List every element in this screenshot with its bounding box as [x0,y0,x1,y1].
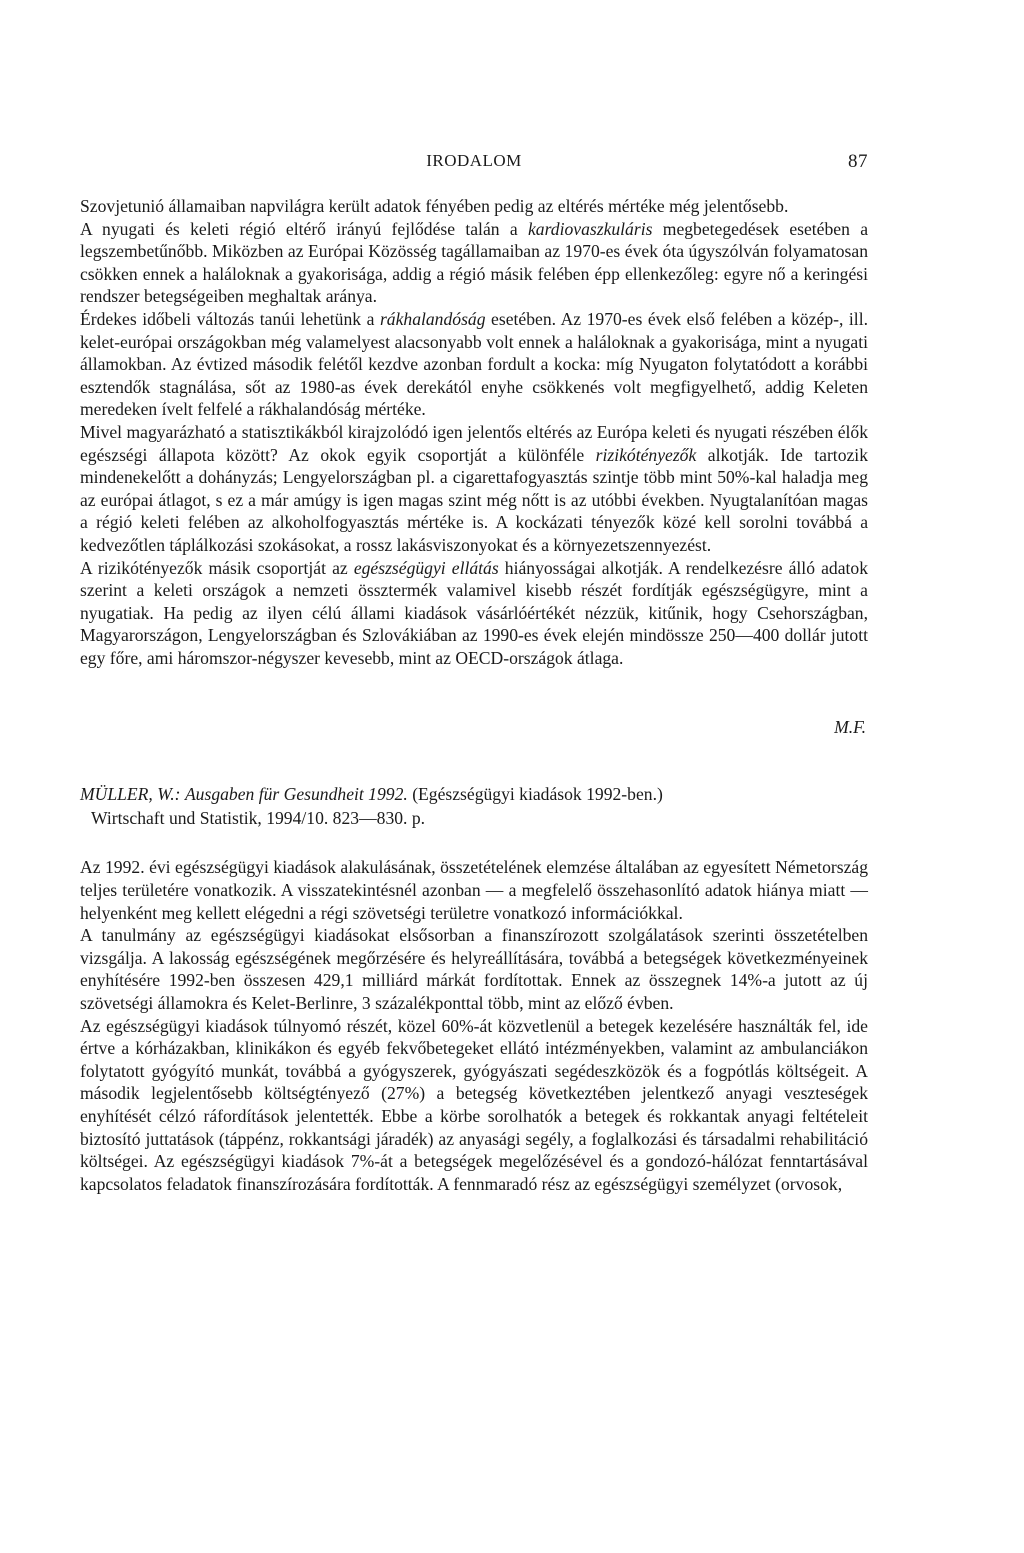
citation-title: Ausgaben für Gesundheit 1992. [184,784,408,805]
paragraph [80,308,868,421]
italic-term: rizikótényezők [595,444,697,465]
text-run: hiányosságai alkotják. A rendelkezésre álló adatok szerint a keleti országok a nemzeti össztermék valamivel kisebb részét fordítják egészségügyre, mint a nyugatiak. Ha pedig az ilyen célú állami kiadások vásárlóértékét nézzük, kitűnik, hogy Csehországban, Magyarországon, Lengyelországban és Szlovákiában az 1990-es évek elején mindössze 250—400 dollár jutott egy főre, ami háromszor-négyszer kevesebb, mint az OECD-országok átlaga. [80,557,868,668]
text-run: Érdekes időbeli változás tanúi lehetünk a [80,308,380,329]
running-head [80,145,868,175]
bibliographic-citation [80,782,868,830]
text-run: Szovjetunió államaiban napvilágra került adatok fényében pedig az eltérés mértéke még jelentősebb. [80,196,789,216]
page-number: 87 [848,151,868,172]
text-run: Mivel magyarázható a statisztikákból kirajzolódó igen jelentős eltérés az Európa keleti és nyugati részében élők egészségi állapota között? Az okok egyik csoportját a különféle [80,421,868,465]
paragraph [80,557,868,670]
paragraph [80,856,868,924]
text-run: Az 1992. évi egészségügyi kiadások alakulásának, összetételének elemzése általában az egyesített Németország teljes területére vonatkozik. A visszatekintésnél azonban — a megfelelő összehasonlító adatok hiánya miatt — helyenként meg kellett elégedni a régi szövetségi területre vonatkozó információkkal. [80,857,868,923]
section1-body [80,195,868,669]
author-signature: M.F. [834,717,866,738]
text-run: A rizikótényezők másik csoportját az [80,557,354,578]
text-run: megbetegedések esetében a legszembetűnőbb. Miközben az Európai Közösség tagállamaiban az 1970-es évek óta úgyszólván folyamatosan csökken ennek a haláloknak a gyakorisága, addig a régió másik felében épp ellenkezőleg: egyre nő a keringési rendszer betegségeiben meghaltak aránya. [80,218,869,307]
italic-term: rákhalandóság [379,308,486,329]
paragraph [80,195,868,218]
paragraph [80,218,868,308]
italic-term: egészségügyi ellátás [353,557,499,578]
citation-author: MÜLLER, W.: [80,784,181,805]
citation-source: Wirtschaft und Statistik, 1994/10. 823—830. p. [91,808,426,829]
text-run: Az egészségügyi kiadások túlnyomó részét, közel 60%-át közvetlenül a betegek kezelésére használták fel, ide értve a kórházakban, klinikákon és egyéb fekvőbetegeket ellátó intézményekben, valamint az ambulanciákon folytatott gyógyító munkát, továbbá a gyógyszerek, gyógyászati segédeszközök és a fogpótlás költségeit. A második legjelentősebb költségtényező (27%) a betegség következtében jelentkező anyagi veszteségek enyhítését célzó ráfordítások jelentették. Ebbe a körbe sorolhatók a betegek és rokkantak anyagi feltételeit biztosító juttatások (táppénz, rokkantsági járadék) az anyasági segély, a foglalkozási és társadalmi rehabilitáció költségei. Az egészségügyi kiadások 7%-át a betegségek megelőzésével és a gondozó-hálózat fenntartásával kapcsolatos feladatok finanszírozására fordították. A fennmaradó rész az egészségügyi személyzet (orvosok, [80,1015,868,1194]
text-run: esetében. Az 1970-es évek első felében a közép-, ill. kelet-európai országokban még valamelyest alacsonyabb volt ennek a haláloknak a gyakorisága, mint a nyugati államokban. Az évtized második felétől kezdve azonban fordult a kocka: míg Nyugaton folytatódott a korábbi esztendők stagnálása, sőt az 1980-as évek derekától enyhe csökkenés volt megfigyelhető, addig Keleten meredeken ívelt felfelé a rákhalandóság mértéke. [80,308,868,420]
citation-translation: (Egészségügyi kiadások 1992-ben.) [412,784,663,805]
text-run: A tanulmány az egészségügyi kiadásokat elsősorban a finanszírozott szolgálatások szerinti összetételben vizsgálja. A lakosság egészségének megőrzésére és helyreállítására, továbbá a betegségek következményeinek enyhítésére 1992-ben összesen 429,1 milliárd márkát fordítottak. Ennek az összegnek 14%-a jutott az új szövetségi államokra és Kelet-Berlinre, 3 százalékponttal több, mint az előző évben. [80,925,868,1014]
section-title: IRODALOM [426,151,522,170]
paragraph [80,421,868,557]
document-page [80,145,868,1195]
text-run: alkotják. Ide tartozik mindenekelőtt a dohányzás; Lengyelországban pl. a cigarettafogyasztás szintje több mint 50%-kal haladja meg az európai átlagot, s ez a már amúgy is igen magas szint még nőtt is az utóbbi években. Nyugtalanítóan magas a régió keleti felében az alkoholfogyasztás mértéke is. A kockázati tényezők közé kell sorolni továbbá a kedvezőtlen táplálkozási szokásokat, a rossz lakásviszonyokat és a környezetszennyezést. [80,444,868,555]
section2-body [80,856,868,1195]
text-run: A nyugati és keleti régió eltérő irányú fejlődése talán a [80,218,528,239]
paragraph [80,1015,868,1196]
italic-term: kardiovaszkuláris [527,218,653,239]
paragraph [80,924,868,1014]
